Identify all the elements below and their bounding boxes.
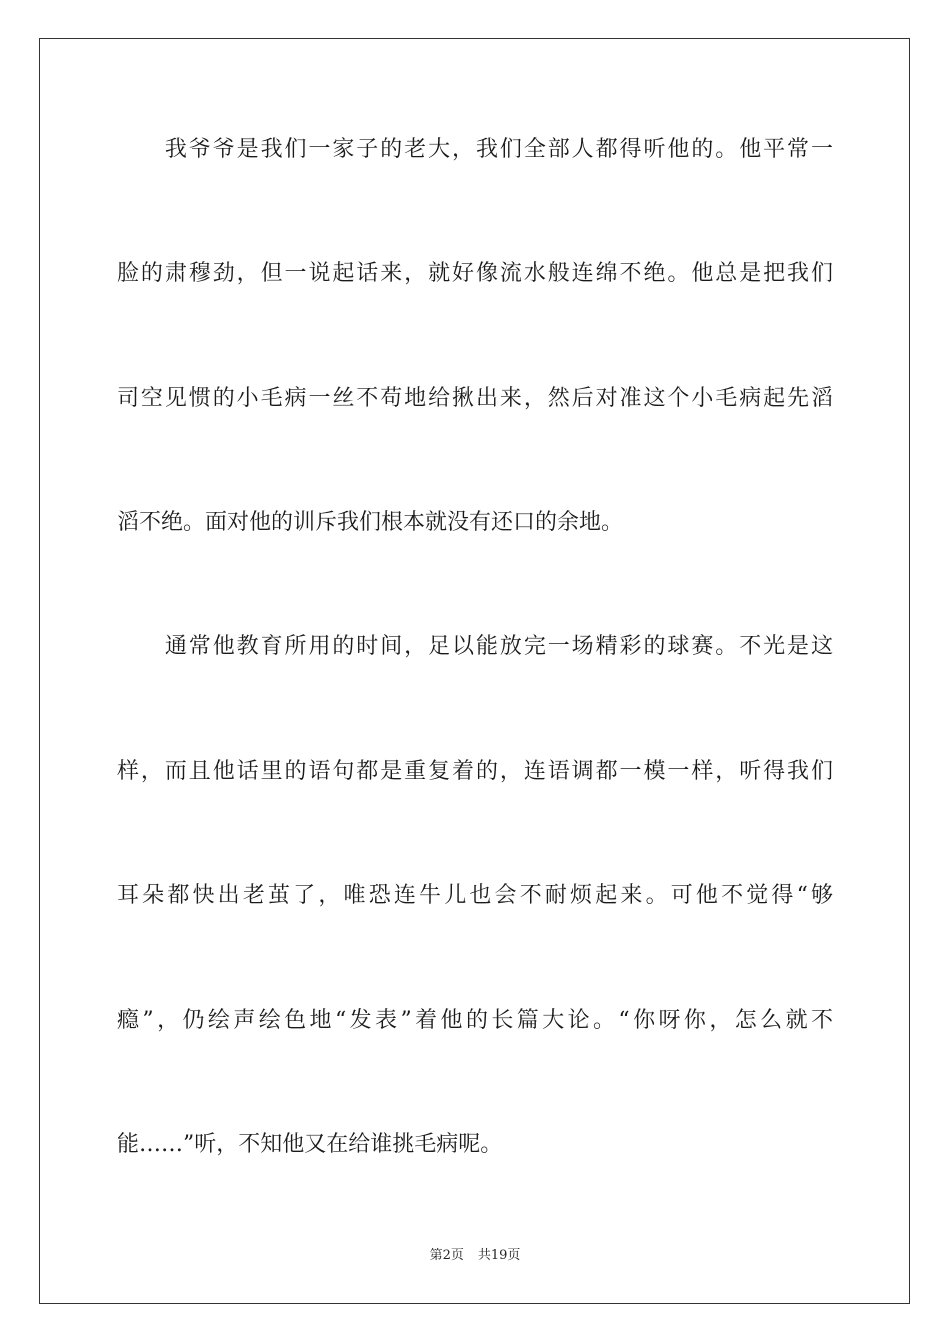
text-line-9: 能……”听，不知他又在给谁挑毛病呢。 — [117, 1132, 503, 1157]
text-line-3: 司空见惯的小毛病一丝不苟地给揪出来，然后对准这个小毛病起先滔 — [117, 386, 833, 411]
page-footer — [0, 1247, 950, 1265]
text-line-1: 我爷爷是我们一家子的老大，我们全部人都得听他的。他平常一 — [117, 137, 833, 162]
text-line-4: 滔不绝。面对他的训斥我们根本就没有还口的余地。 — [117, 510, 624, 535]
text-line-2: 脸的肃穆劲，但一说起话来，就好像流水般连绵不绝。他总是把我们 — [117, 261, 833, 286]
page-number: 第2页 — [429, 1248, 464, 1263]
page-border — [39, 38, 910, 1304]
text-line-5: 通常他教育所用的时间，足以能放完一场精彩的球赛。不光是这 — [117, 634, 833, 659]
text-line-7: 耳朵都快出老茧了，唯恐连牛儿也会不耐烦起来。可他不觉得“够 — [117, 883, 833, 908]
text-line-8: 瘾”，仍绘声绘色地“发表”着他的长篇大论。“你呀你，怎么就不 — [117, 1008, 833, 1033]
page-total: 共19页 — [477, 1248, 521, 1263]
text-line-6: 样，而且他话里的语句都是重复着的，连语调都一模一样，听得我们 — [117, 759, 833, 784]
